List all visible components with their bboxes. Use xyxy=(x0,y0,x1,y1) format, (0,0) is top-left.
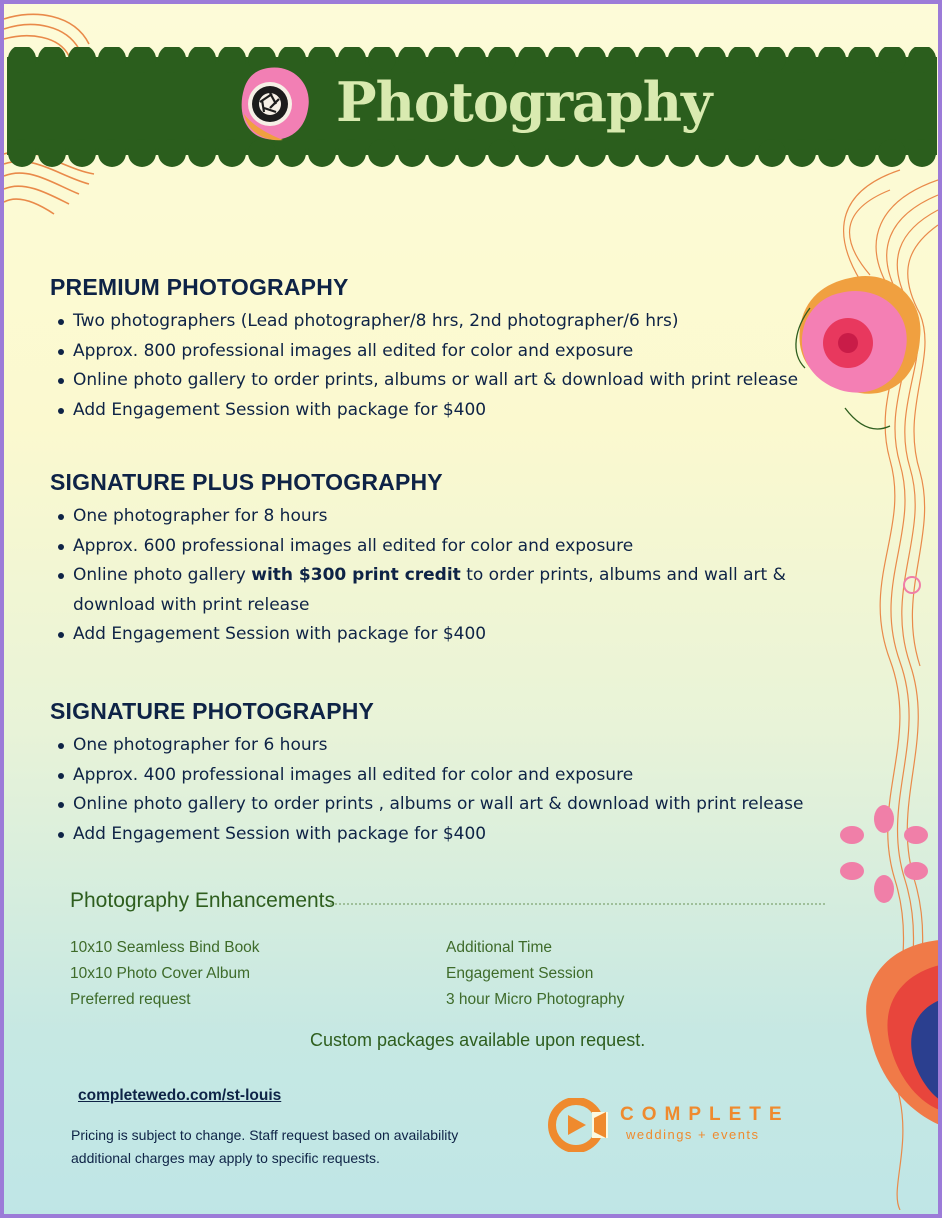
complete-logo-icon xyxy=(548,1098,608,1152)
gallery-text-suffix: to order prints, albums and wall art & download with print release xyxy=(73,565,786,615)
list-item: Add Engagement Session with package for $400 xyxy=(50,620,810,650)
package-feature-list xyxy=(50,307,810,425)
custom-packages-note: Custom packages available upon request. xyxy=(310,1030,646,1050)
enhancements-title: Photography Enhancements xyxy=(70,889,336,912)
package-feature-list xyxy=(50,731,810,849)
pricing-note-line: additional charges may apply to specific requests. xyxy=(71,1150,380,1166)
pink-asterisk-flower-decoration xyxy=(834,805,938,905)
enhancement-item: Preferred request xyxy=(70,991,191,1008)
enhancements-right-column xyxy=(446,935,624,1013)
pricing-note-line: Pricing is subject to change. Staff request based on availability xyxy=(71,1127,459,1143)
enhancement-item: Engagement Session xyxy=(446,965,594,982)
list-item: Two photographers (Lead photographer/8 hrs, 2nd photographer/6 hrs) xyxy=(50,307,810,337)
print-credit-highlight: with $300 print credit xyxy=(251,565,461,586)
enhancement-item: 10x10 Seamless Bind Book xyxy=(70,939,260,956)
dotted-divider xyxy=(330,903,825,905)
list-item xyxy=(50,561,810,620)
signature-photography-package xyxy=(50,698,810,849)
list-item: Online photo gallery to order prints , albums or wall art & download with print release xyxy=(50,790,810,820)
pink-flower-decoration xyxy=(790,268,930,438)
website-link[interactable]: completewedo.com/st-louis xyxy=(78,1087,282,1104)
premium-photography-package xyxy=(50,274,810,425)
package-heading: SIGNATURE PLUS PHOTOGRAPHY xyxy=(50,469,443,495)
list-item: Add Engagement Session with package for $400 xyxy=(50,396,810,426)
enhancement-item: 3 hour Micro Photography xyxy=(446,991,625,1008)
enhancement-item: 10x10 Photo Cover Album xyxy=(70,965,251,982)
gallery-text-prefix: Online photo gallery xyxy=(73,565,252,586)
camera-aperture-icon xyxy=(238,64,314,144)
list-item: One photographer for 6 hours xyxy=(50,731,810,761)
brand-name: COMPLETE xyxy=(620,1104,790,1125)
enhancement-item: Additional Time xyxy=(446,939,552,956)
red-flower-decoration xyxy=(845,935,940,1135)
enhancements-left-column xyxy=(70,935,260,1013)
package-heading: PREMIUM PHOTOGRAPHY xyxy=(50,274,349,300)
list-item: Online photo gallery to order prints, albums or wall art & download with print release xyxy=(50,366,810,396)
list-item: Add Engagement Session with package for $400 xyxy=(50,820,810,850)
signature-plus-photography-package xyxy=(50,469,810,650)
package-feature-list xyxy=(50,502,810,650)
list-item: One photographer for 8 hours xyxy=(50,502,810,532)
pricing-note xyxy=(71,1124,511,1170)
list-item: Approx. 400 professional images all edited for color and exposure xyxy=(50,761,810,791)
list-item: Approx. 800 professional images all edited for color and exposure xyxy=(50,337,810,367)
brand-tagline: weddings + events xyxy=(626,1127,760,1142)
package-heading: SIGNATURE PHOTOGRAPHY xyxy=(50,698,375,724)
list-item: Approx. 600 professional images all edited for color and exposure xyxy=(50,532,810,562)
page-title: Photography xyxy=(336,70,712,134)
